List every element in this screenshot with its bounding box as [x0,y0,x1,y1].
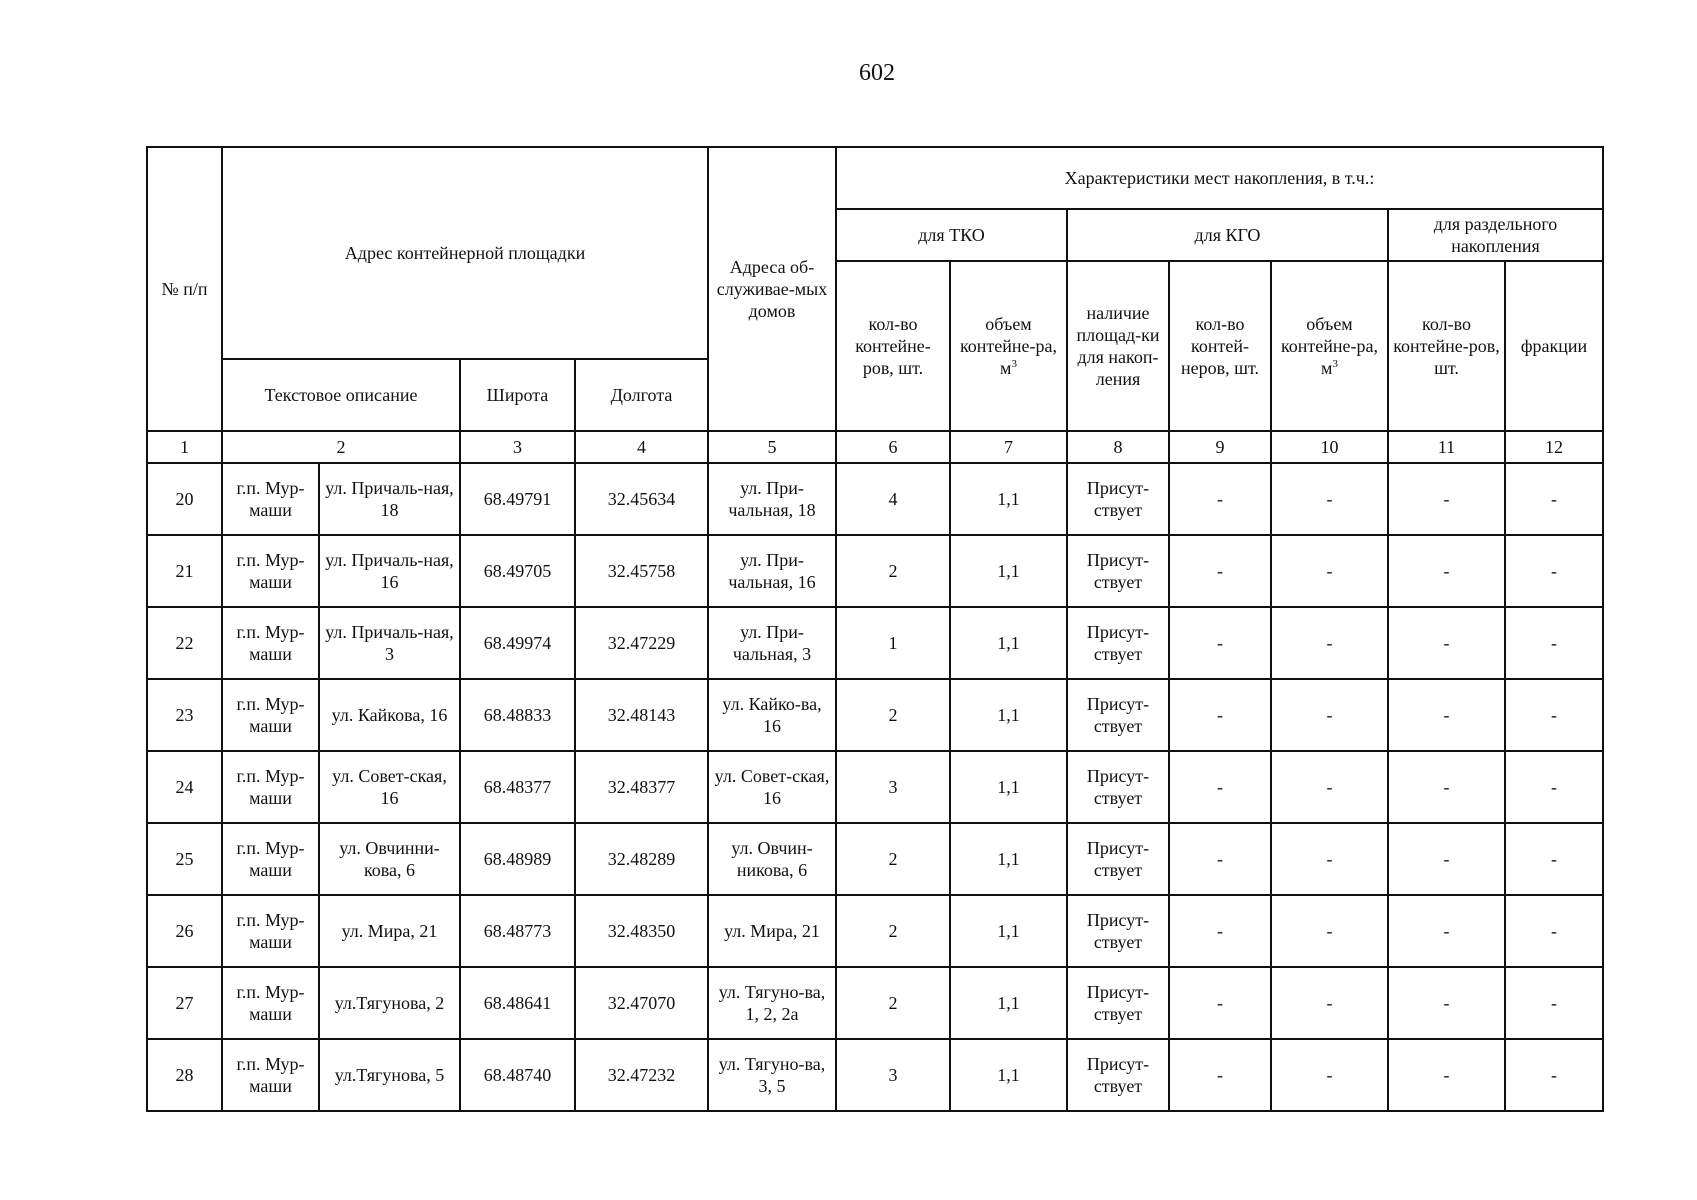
cell-tko-volume: 1,1 [950,895,1067,967]
header-text-desc: Текстовое описание [222,359,460,431]
cell-kgo-count: - [1169,1039,1271,1111]
cell-kgo-area: Присут-ствует [1067,607,1169,679]
cell-street-address: ул. Причаль-ная, 16 [319,535,460,607]
cell-sep-count: - [1388,823,1505,895]
header-characteristics: Характеристики мест накопления, в т.ч.: [836,147,1603,209]
cell-kgo-volume: - [1271,823,1388,895]
cell-tko-volume: 1,1 [950,535,1067,607]
cell-settlement: г.п. Мур-маши [222,967,319,1039]
cell-kgo-count: - [1169,751,1271,823]
column-number: 11 [1388,431,1505,463]
cell-kgo-volume: - [1271,607,1388,679]
cell-street-address: ул. Причаль-ная, 3 [319,607,460,679]
cell-settlement: г.п. Мур-маши [222,463,319,535]
unit-superscript: 3 [1332,358,1338,370]
cell-row-number: 28 [147,1039,222,1111]
container-sites-table [146,146,1604,1112]
header-sep-fractions: фракции [1505,261,1603,431]
cell-kgo-area: Присут-ствует [1067,751,1169,823]
cell-kgo-area: Присут-ствует [1067,967,1169,1039]
unit-superscript: 3 [1011,358,1017,370]
column-number: 6 [836,431,950,463]
cell-kgo-count: - [1169,823,1271,895]
header-separate: для раздельного накопления [1388,209,1603,261]
cell-latitude: 68.48989 [460,823,575,895]
cell-kgo-volume: - [1271,463,1388,535]
cell-sep-fractions: - [1505,679,1603,751]
header-tko-count: кол-во контейне-ров, шт. [836,261,950,431]
cell-served-houses: ул. Кайко-ва, 16 [708,679,836,751]
cell-sep-count: - [1388,1039,1505,1111]
cell-tko-volume: 1,1 [950,823,1067,895]
column-number: 5 [708,431,836,463]
cell-longitude: 32.47070 [575,967,708,1039]
cell-longitude: 32.48350 [575,895,708,967]
cell-sep-count: - [1388,751,1505,823]
cell-sep-fractions: - [1505,751,1603,823]
table-row [147,607,1603,679]
cell-street-address: ул. Овчинни-кова, 6 [319,823,460,895]
cell-kgo-area: Присут-ствует [1067,463,1169,535]
cell-tko-volume: 1,1 [950,463,1067,535]
header-longitude: Долгота [575,359,708,431]
cell-kgo-volume: - [1271,895,1388,967]
cell-row-number: 27 [147,967,222,1039]
cell-settlement: г.п. Мур-маши [222,751,319,823]
cell-tko-count: 2 [836,679,950,751]
cell-latitude: 68.48773 [460,895,575,967]
cell-latitude: 68.48740 [460,1039,575,1111]
cell-tko-volume: 1,1 [950,607,1067,679]
cell-latitude: 68.49705 [460,535,575,607]
cell-settlement: г.п. Мур-маши [222,1039,319,1111]
cell-kgo-volume: - [1271,1039,1388,1111]
cell-tko-volume: 1,1 [950,751,1067,823]
cell-served-houses: ул. При-чальная, 18 [708,463,836,535]
cell-settlement: г.п. Мур-маши [222,823,319,895]
column-number: 8 [1067,431,1169,463]
cell-sep-fractions: - [1505,1039,1603,1111]
column-number: 1 [147,431,222,463]
header-address: Адрес контейнерной площадки [222,147,708,359]
cell-settlement: г.п. Мур-маши [222,535,319,607]
cell-row-number: 26 [147,895,222,967]
cell-longitude: 32.47229 [575,607,708,679]
cell-tko-count: 2 [836,967,950,1039]
cell-tko-count: 2 [836,535,950,607]
cell-longitude: 32.48289 [575,823,708,895]
cell-kgo-area: Присут-ствует [1067,823,1169,895]
cell-kgo-count: - [1169,895,1271,967]
column-number: 4 [575,431,708,463]
column-numbers-row [147,431,1603,463]
table-row [147,463,1603,535]
cell-tko-volume: 1,1 [950,679,1067,751]
table-row [147,535,1603,607]
header-kgo-volume-unit [1321,358,1338,378]
cell-served-houses: ул. Овчин-никова, 6 [708,823,836,895]
cell-sep-count: - [1388,463,1505,535]
header-kgo-volume-label: объем контейне-ра, [1280,314,1379,356]
cell-longitude: 32.48377 [575,751,708,823]
cell-sep-fractions: - [1505,823,1603,895]
cell-sep-fractions: - [1505,535,1603,607]
cell-sep-fractions: - [1505,607,1603,679]
cell-latitude: 68.48833 [460,679,575,751]
header-latitude: Широта [460,359,575,431]
header-kgo: для КГО [1067,209,1388,261]
cell-street-address: ул. Причаль-ная, 18 [319,463,460,535]
cell-row-number: 21 [147,535,222,607]
cell-sep-count: - [1388,967,1505,1039]
cell-tko-count: 2 [836,895,950,967]
table-header [147,147,1603,463]
cell-served-houses: ул. Тягуно-ва, 1, 2, 2а [708,967,836,1039]
header-tko: для ТКО [836,209,1067,261]
header-kgo-area: наличие площад-ки для накоп-ления [1067,261,1169,431]
cell-sep-count: - [1388,535,1505,607]
cell-sep-fractions: - [1505,895,1603,967]
column-number: 9 [1169,431,1271,463]
table-row [147,751,1603,823]
cell-kgo-volume: - [1271,535,1388,607]
column-number: 7 [950,431,1067,463]
unit-m: м [1321,358,1333,378]
cell-tko-volume: 1,1 [950,1039,1067,1111]
cell-latitude: 68.49791 [460,463,575,535]
header-tko-volume-unit [1000,358,1017,378]
cell-sep-count: - [1388,895,1505,967]
cell-sep-count: - [1388,607,1505,679]
header-kgo-count: кол-во контей-неров, шт. [1169,261,1271,431]
table-row [147,895,1603,967]
cell-kgo-area: Присут-ствует [1067,535,1169,607]
column-number: 10 [1271,431,1388,463]
cell-row-number: 24 [147,751,222,823]
table-row [147,1039,1603,1111]
cell-kgo-volume: - [1271,967,1388,1039]
cell-kgo-count: - [1169,967,1271,1039]
cell-tko-count: 1 [836,607,950,679]
cell-longitude: 32.47232 [575,1039,708,1111]
cell-street-address: ул. Совет-ская, 16 [319,751,460,823]
cell-kgo-area: Присут-ствует [1067,895,1169,967]
cell-kgo-volume: - [1271,679,1388,751]
column-number: 12 [1505,431,1603,463]
cell-settlement: г.п. Мур-маши [222,679,319,751]
cell-longitude: 32.48143 [575,679,708,751]
table-row [147,823,1603,895]
table-row [147,967,1603,1039]
cell-sep-fractions: - [1505,967,1603,1039]
column-number: 2 [222,431,460,463]
cell-settlement: г.п. Мур-маши [222,607,319,679]
header-tko-volume [950,261,1067,431]
cell-kgo-count: - [1169,679,1271,751]
cell-kgo-volume: - [1271,751,1388,823]
cell-row-number: 23 [147,679,222,751]
cell-street-address: ул.Тягунова, 2 [319,967,460,1039]
cell-sep-count: - [1388,679,1505,751]
column-number: 3 [460,431,575,463]
cell-served-houses: ул. Тягуно-ва, 3, 5 [708,1039,836,1111]
page-number: 602 [859,60,895,86]
table-body [147,463,1603,1111]
cell-served-houses: ул. Мира, 21 [708,895,836,967]
cell-served-houses: ул. При-чальная, 3 [708,607,836,679]
cell-tko-count: 3 [836,751,950,823]
cell-row-number: 25 [147,823,222,895]
header-num: № п/п [147,147,222,431]
cell-row-number: 20 [147,463,222,535]
cell-kgo-count: - [1169,607,1271,679]
table-row [147,679,1603,751]
header-sep-count: кол-во контейне-ров, шт. [1388,261,1505,431]
cell-street-address: ул.Тягунова, 5 [319,1039,460,1111]
header-tko-volume-label: объем контейне-ра, [959,314,1058,356]
cell-kgo-area: Присут-ствует [1067,1039,1169,1111]
cell-longitude: 32.45758 [575,535,708,607]
cell-served-houses: ул. Совет-ская, 16 [708,751,836,823]
cell-longitude: 32.45634 [575,463,708,535]
cell-tko-volume: 1,1 [950,967,1067,1039]
header-served-houses: Адреса об-служивае-мых домов [708,147,836,431]
cell-kgo-count: - [1169,535,1271,607]
cell-latitude: 68.48377 [460,751,575,823]
cell-sep-fractions: - [1505,463,1603,535]
cell-tko-count: 4 [836,463,950,535]
cell-served-houses: ул. При-чальная, 16 [708,535,836,607]
cell-settlement: г.п. Мур-маши [222,895,319,967]
cell-street-address: ул. Кайкова, 16 [319,679,460,751]
cell-tko-count: 2 [836,823,950,895]
cell-kgo-count: - [1169,463,1271,535]
cell-kgo-area: Присут-ствует [1067,679,1169,751]
header-kgo-volume [1271,261,1388,431]
cell-row-number: 22 [147,607,222,679]
cell-street-address: ул. Мира, 21 [319,895,460,967]
cell-latitude: 68.49974 [460,607,575,679]
cell-tko-count: 3 [836,1039,950,1111]
cell-latitude: 68.48641 [460,967,575,1039]
unit-m: м [1000,358,1012,378]
